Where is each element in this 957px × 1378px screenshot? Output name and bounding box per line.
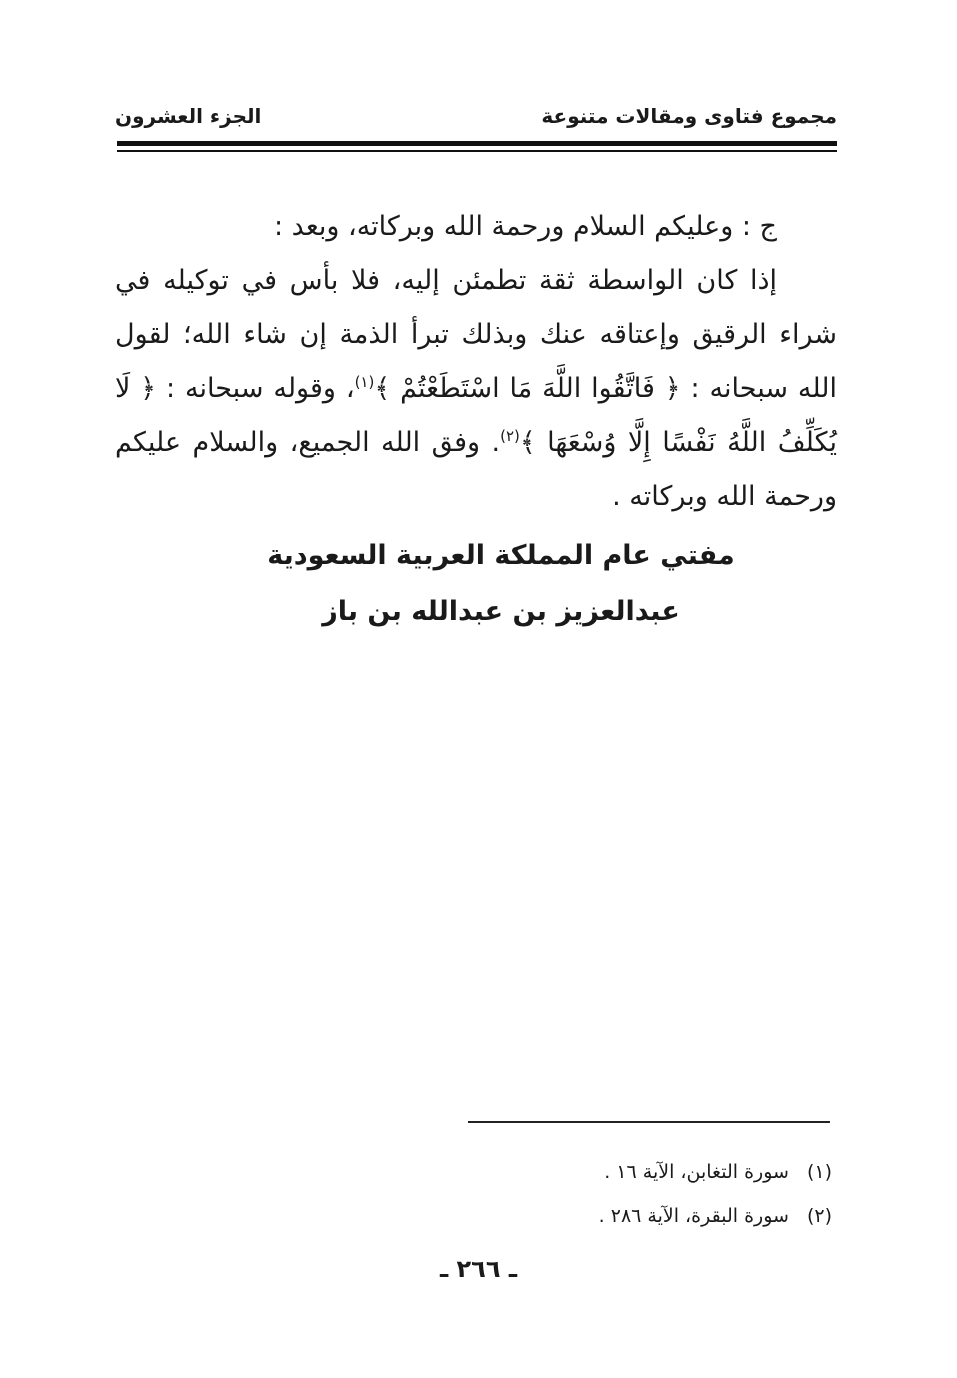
signature-name: عبدالعزيز بن عبدالله بن باز [322,596,680,627]
page-number: ـ ٢٦٦ ـ [439,1255,518,1283]
answer-paragraph [115,254,837,524]
answer-text-2: ، وقوله سبحانه : [166,373,355,404]
footnote-separator [468,1121,830,1123]
footnote-text: سورة البقرة، الآية ٢٨٦ . [598,1205,789,1227]
answer-text-1: إذا كان الواسطة ثقة تطمئن إليه، فلا بأس في توكيله في شراء الرقيق وإعتاقه عنك وبذلك تبرأ الذمة إن شاء الله؛ لقول الله سبحانه : [115,265,837,404]
footnote-item [430,1150,832,1194]
footnotes [430,1150,832,1238]
footnote-ref-1: (١) [354,373,375,391]
footnote-item [430,1194,832,1238]
footnote-ref-2: (٢) [500,427,520,445]
answer-intro: ج : وعليكم السلام ورحمة الله وبركاته، وبعد : [273,211,777,242]
footnote-number: (١) [806,1161,832,1183]
header-rule-thin [117,150,837,152]
answer-text-3: . وفق الله الجميع، والسلام عليكم ورحمة الله وبركاته . [115,427,837,512]
quran-verse-1: ﴿ فَاتَّقُوا اللَّهَ مَا اسْتَطَعْتُمْ ﴾ [374,373,681,404]
header-collection-title: مجموع فتاوى ومقالات متنوعة [541,104,837,128]
signature-title: مفتي عام المملكة العربية السعودية [267,540,735,571]
header-volume: الجزء العشرون [115,104,262,128]
signature-block [115,528,837,640]
header-rule-thick [117,141,837,146]
running-header [115,96,837,136]
footnote-text: سورة التغابن، الآية ١٦ . [604,1161,789,1183]
fatwa-answer [115,200,837,524]
footnote-number: (٢) [806,1205,832,1227]
quran-verse-2: ﴿ لَا يُكَلِّفُ اللَّهُ نَفْسًا إِلَّا وُسْعَهَا ﴾ [115,373,838,458]
